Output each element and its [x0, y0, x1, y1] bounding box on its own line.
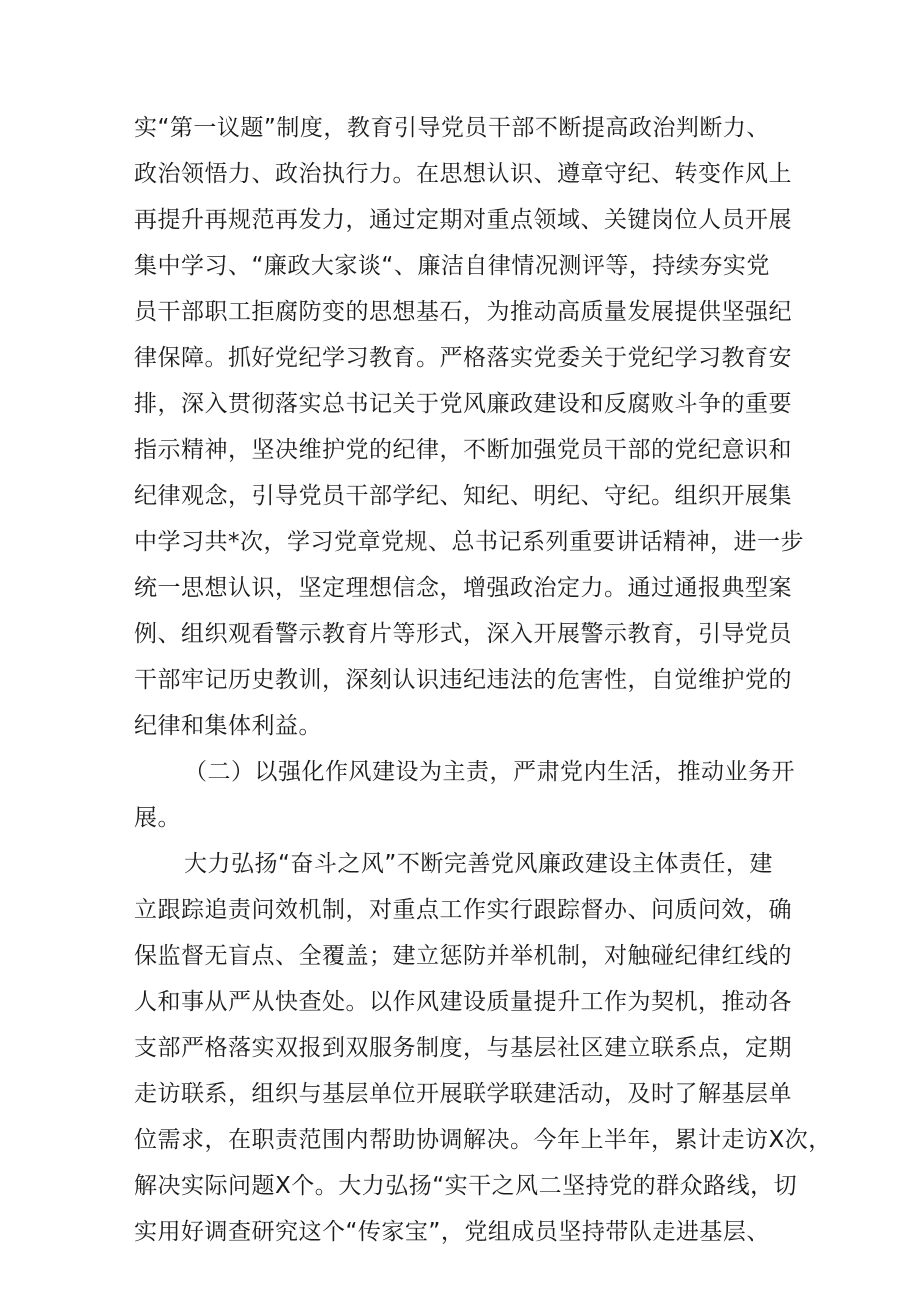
- paragraph-line: 人和事从严从快查处。以作风建设质量提升工作为契机，推动各: [134, 989, 792, 1015]
- paragraph-line: 统一思想认识，坚定理想信念，增强政治定力。通过通报典型案: [134, 575, 792, 601]
- paragraph-line: 干部牢记历史教训，深刻认识违纪违法的危害性，自觉维护党的: [134, 667, 792, 693]
- paragraph-line: 纪律观念，引导党员干部学纪、知纪、明纪、守纪。组织开展集: [134, 483, 792, 509]
- paragraph-line: 排，深入贯彻落实总书记关于党风廉政建设和反腐败斗争的重要: [134, 391, 792, 417]
- paragraph-line: 再提升再规范再发力，通过定期对重点领域、关键岗位人员开展: [134, 207, 792, 233]
- paragraph-line: 集中学习、“廉政大家谈“、廉洁自律情况测评等，持续夯实党: [134, 253, 770, 279]
- paragraph-line: 立跟踪追责问效机制，对重点工作实行跟踪督办、问质问效，确: [134, 897, 792, 923]
- paragraph-line: 实用好调查研究这个“传家宝”，党组成员坚持带队走进基层、: [134, 1219, 770, 1245]
- paragraph-line: 实“第一议题”制度，教育引导党员干部不断提高政治判断力、: [134, 115, 770, 141]
- paragraph-line: 中学习共*次，学习党章党规、总书记系列重要讲话精神，进一步: [134, 529, 804, 555]
- paragraph-line: 员干部职工拒腐防变的思想基石，为推动高质量发展提供坚强纪: [134, 299, 792, 325]
- section-heading-line: 展。: [134, 805, 181, 831]
- paragraph-line: 支部严格落实双报到双服务制度，与基层社区建立联系点，定期: [134, 1035, 792, 1061]
- paragraph-line: 大力弘扬“奋斗之风”不断完善党风廉政建设主体责任，建: [184, 851, 773, 877]
- section-heading-line: （二）以强化作风建设为主责，严肃党内生活，推动业务开: [184, 759, 795, 785]
- paragraph-line: 律保障。抓好党纪学习教育。严格落实党委关于党纪学习教育安: [134, 345, 792, 371]
- paragraph-line: 位需求，在职责范围内帮助协调解决。今年上半年，累计走访X次，: [134, 1127, 832, 1153]
- paragraph-line: 保监督无盲点、全覆盖；建立惩防并举机制，对触碰纪律红线的: [134, 943, 792, 969]
- paragraph-line: 政治领悟力、政治执行力。在思想认识、遵章守纪、转变作风上: [134, 161, 792, 187]
- paragraph-line: 纪律和集体利益。: [134, 713, 322, 739]
- paragraph-line: 例、组织观看警示教育片等形式，深入开展警示教育，引导党员: [134, 621, 792, 647]
- paragraph-line: 走访联系，组织与基层单位开展联学联建活动，及时了解基层单: [134, 1081, 792, 1107]
- paragraph-line: 指示精神，坚决维护党的纪律，不断加强党员干部的党纪意识和: [134, 437, 792, 463]
- paragraph-line: 解决实际问题X个。大力弘扬“实干之风二坚持党的群众路线，切: [134, 1173, 798, 1199]
